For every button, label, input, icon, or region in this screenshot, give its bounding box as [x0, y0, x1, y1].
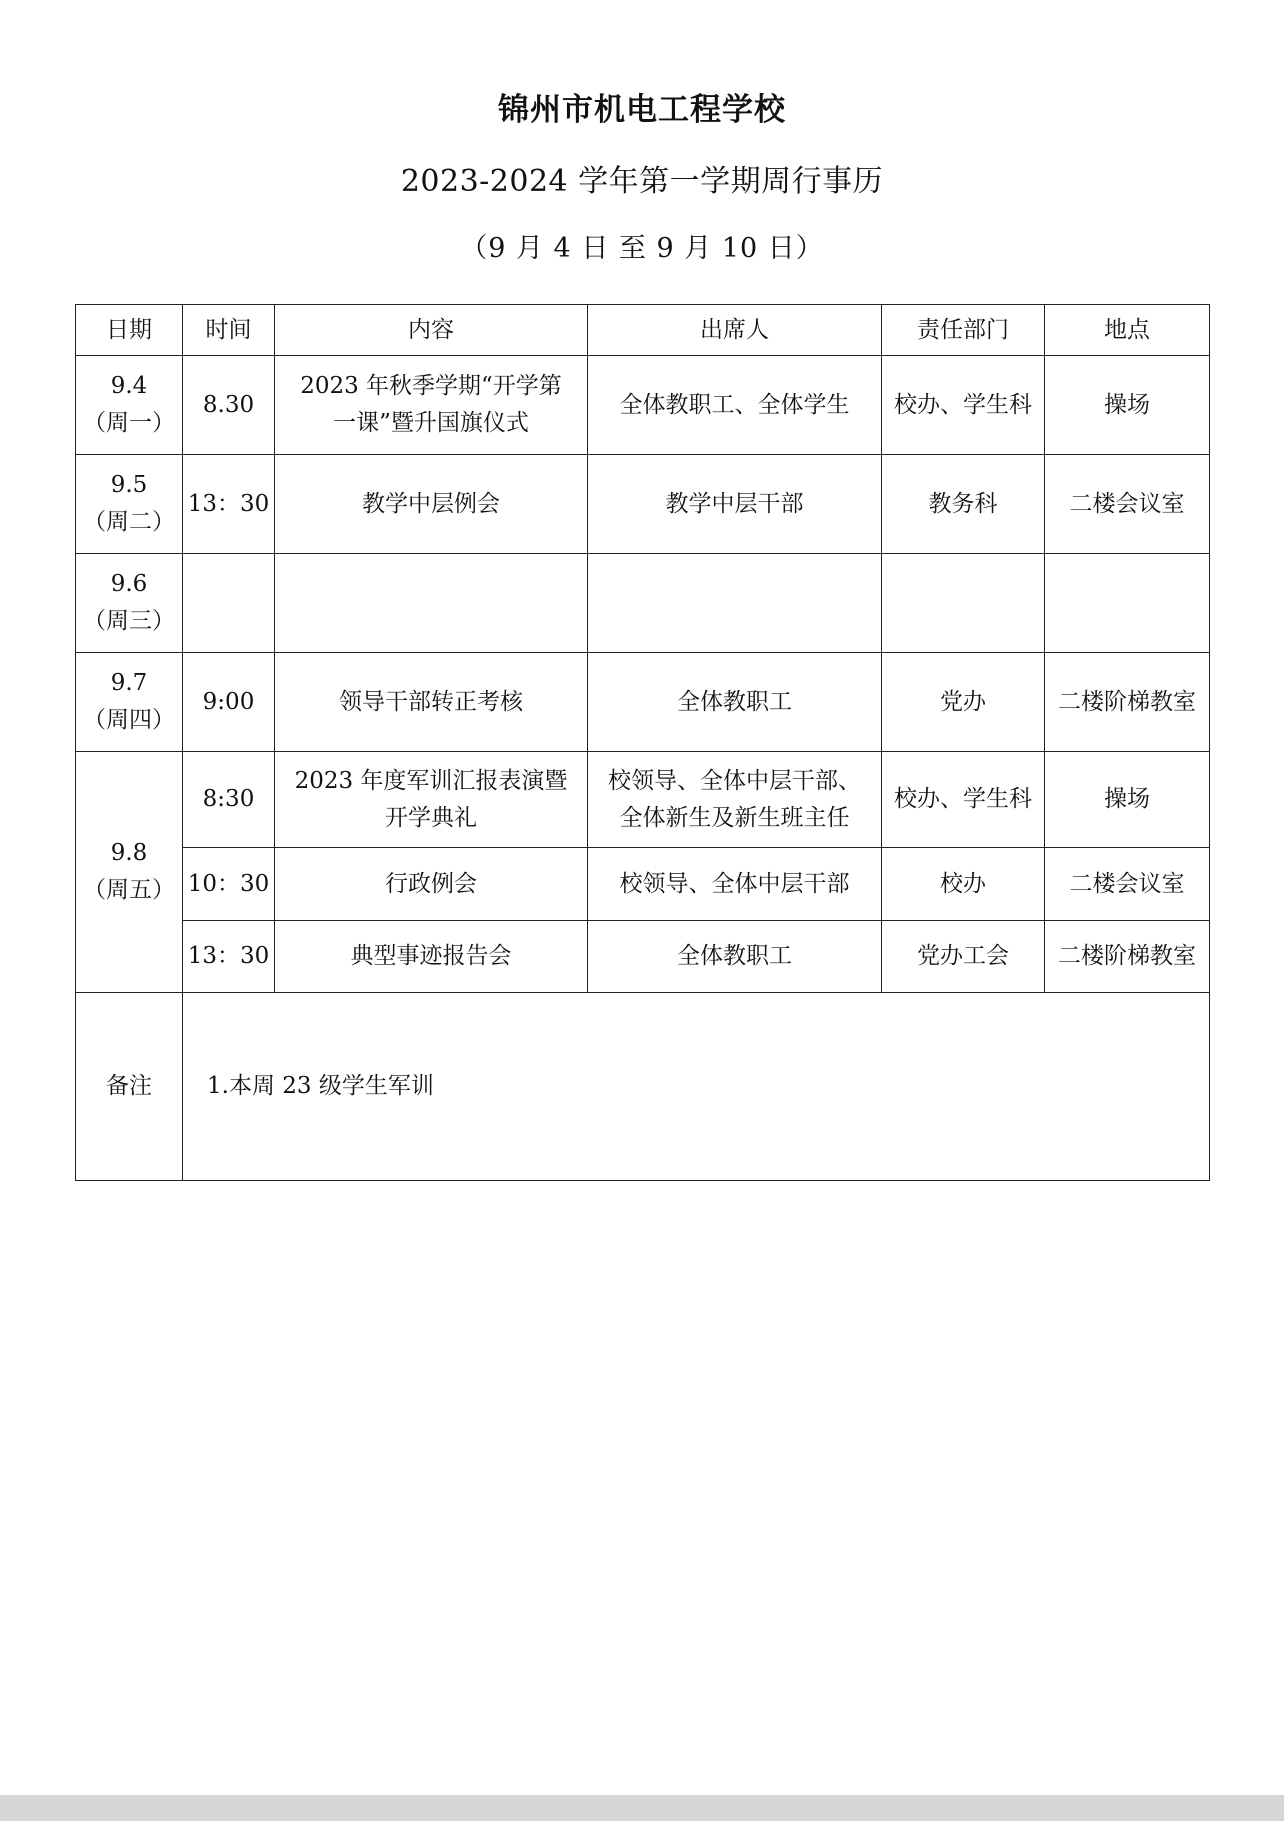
- attendees-cell: 校领导、全体中层干部: [588, 848, 882, 921]
- table-row: [76, 848, 1210, 921]
- attendees-cell: 全体教职工: [588, 653, 882, 752]
- table-row: [76, 921, 1210, 993]
- attendees-cell: 教学中层干部: [588, 455, 882, 554]
- content-cell: [275, 554, 588, 653]
- content-cell: 2023 年秋季学期“开学第 一课”暨升国旗仪式: [275, 356, 588, 455]
- header-attendees: 出席人: [588, 305, 882, 356]
- header-department: 责任部门: [882, 305, 1045, 356]
- department-cell: [882, 554, 1045, 653]
- content-cell: 典型事迹报告会: [275, 921, 588, 993]
- time-cell: 9:00: [183, 653, 275, 752]
- department-cell: 校办、学生科: [882, 752, 1045, 848]
- table-row: [76, 554, 1210, 653]
- department-cell: 校办: [882, 848, 1045, 921]
- department-cell: 党办: [882, 653, 1045, 752]
- location-cell: 二楼阶梯教室: [1045, 653, 1210, 752]
- notes-label: 备注: [76, 993, 183, 1181]
- weekly-calendar-table: [75, 304, 1210, 1181]
- date-cell: 9.5 （周二）: [76, 455, 183, 554]
- school-name: 锦州市机电工程学校: [498, 92, 786, 128]
- date-cell: 9.4 （周一）: [76, 356, 183, 455]
- location-cell: 操场: [1045, 356, 1210, 455]
- date-cell: 9.8 （周五）: [76, 752, 183, 993]
- time-cell: 13：30: [183, 921, 275, 993]
- table-row: [76, 356, 1210, 455]
- content-cell: 教学中层例会: [275, 455, 588, 554]
- table-row: [76, 752, 1210, 848]
- attendees-cell: 全体教职工: [588, 921, 882, 993]
- table-header-row: [76, 305, 1210, 356]
- date-cell: 9.7 （周四）: [76, 653, 183, 752]
- department-cell: 教务科: [882, 455, 1045, 554]
- header-date: 日期: [76, 305, 183, 356]
- header-time: 时间: [183, 305, 275, 356]
- table-row: [76, 653, 1210, 752]
- location-cell: 二楼会议室: [1045, 455, 1210, 554]
- table-row: [76, 455, 1210, 554]
- calendar-title: 2023-2024 学年第一学期周行事历: [400, 164, 884, 199]
- date-range: （9 月 4 日 至 9 月 10 日）: [460, 233, 824, 264]
- attendees-cell: 全体教职工、全体学生: [588, 356, 882, 455]
- page-bottom-edge: [0, 1795, 1284, 1821]
- header-content: 内容: [275, 305, 588, 356]
- time-cell: 8:30: [183, 752, 275, 848]
- time-cell: [183, 554, 275, 653]
- department-cell: 党办工会: [882, 921, 1045, 993]
- time-cell: 10：30: [183, 848, 275, 921]
- notes-content: 1.本周 23 级学生军训: [183, 993, 1210, 1181]
- attendees-cell: 校领导、全体中层干部、 全体新生及新生班主任: [588, 752, 882, 848]
- location-cell: 二楼阶梯教室: [1045, 921, 1210, 993]
- header-location: 地点: [1045, 305, 1210, 356]
- time-cell: 13：30: [183, 455, 275, 554]
- location-cell: 操场: [1045, 752, 1210, 848]
- notes-row: [76, 993, 1210, 1181]
- attendees-cell: [588, 554, 882, 653]
- location-cell: 二楼会议室: [1045, 848, 1210, 921]
- content-cell: 2023 年度军训汇报表演暨 开学典礼: [275, 752, 588, 848]
- content-cell: 行政例会: [275, 848, 588, 921]
- time-cell: 8.30: [183, 356, 275, 455]
- content-cell: 领导干部转正考核: [275, 653, 588, 752]
- department-cell: 校办、学生科: [882, 356, 1045, 455]
- date-cell: 9.6 （周三）: [76, 554, 183, 653]
- location-cell: [1045, 554, 1210, 653]
